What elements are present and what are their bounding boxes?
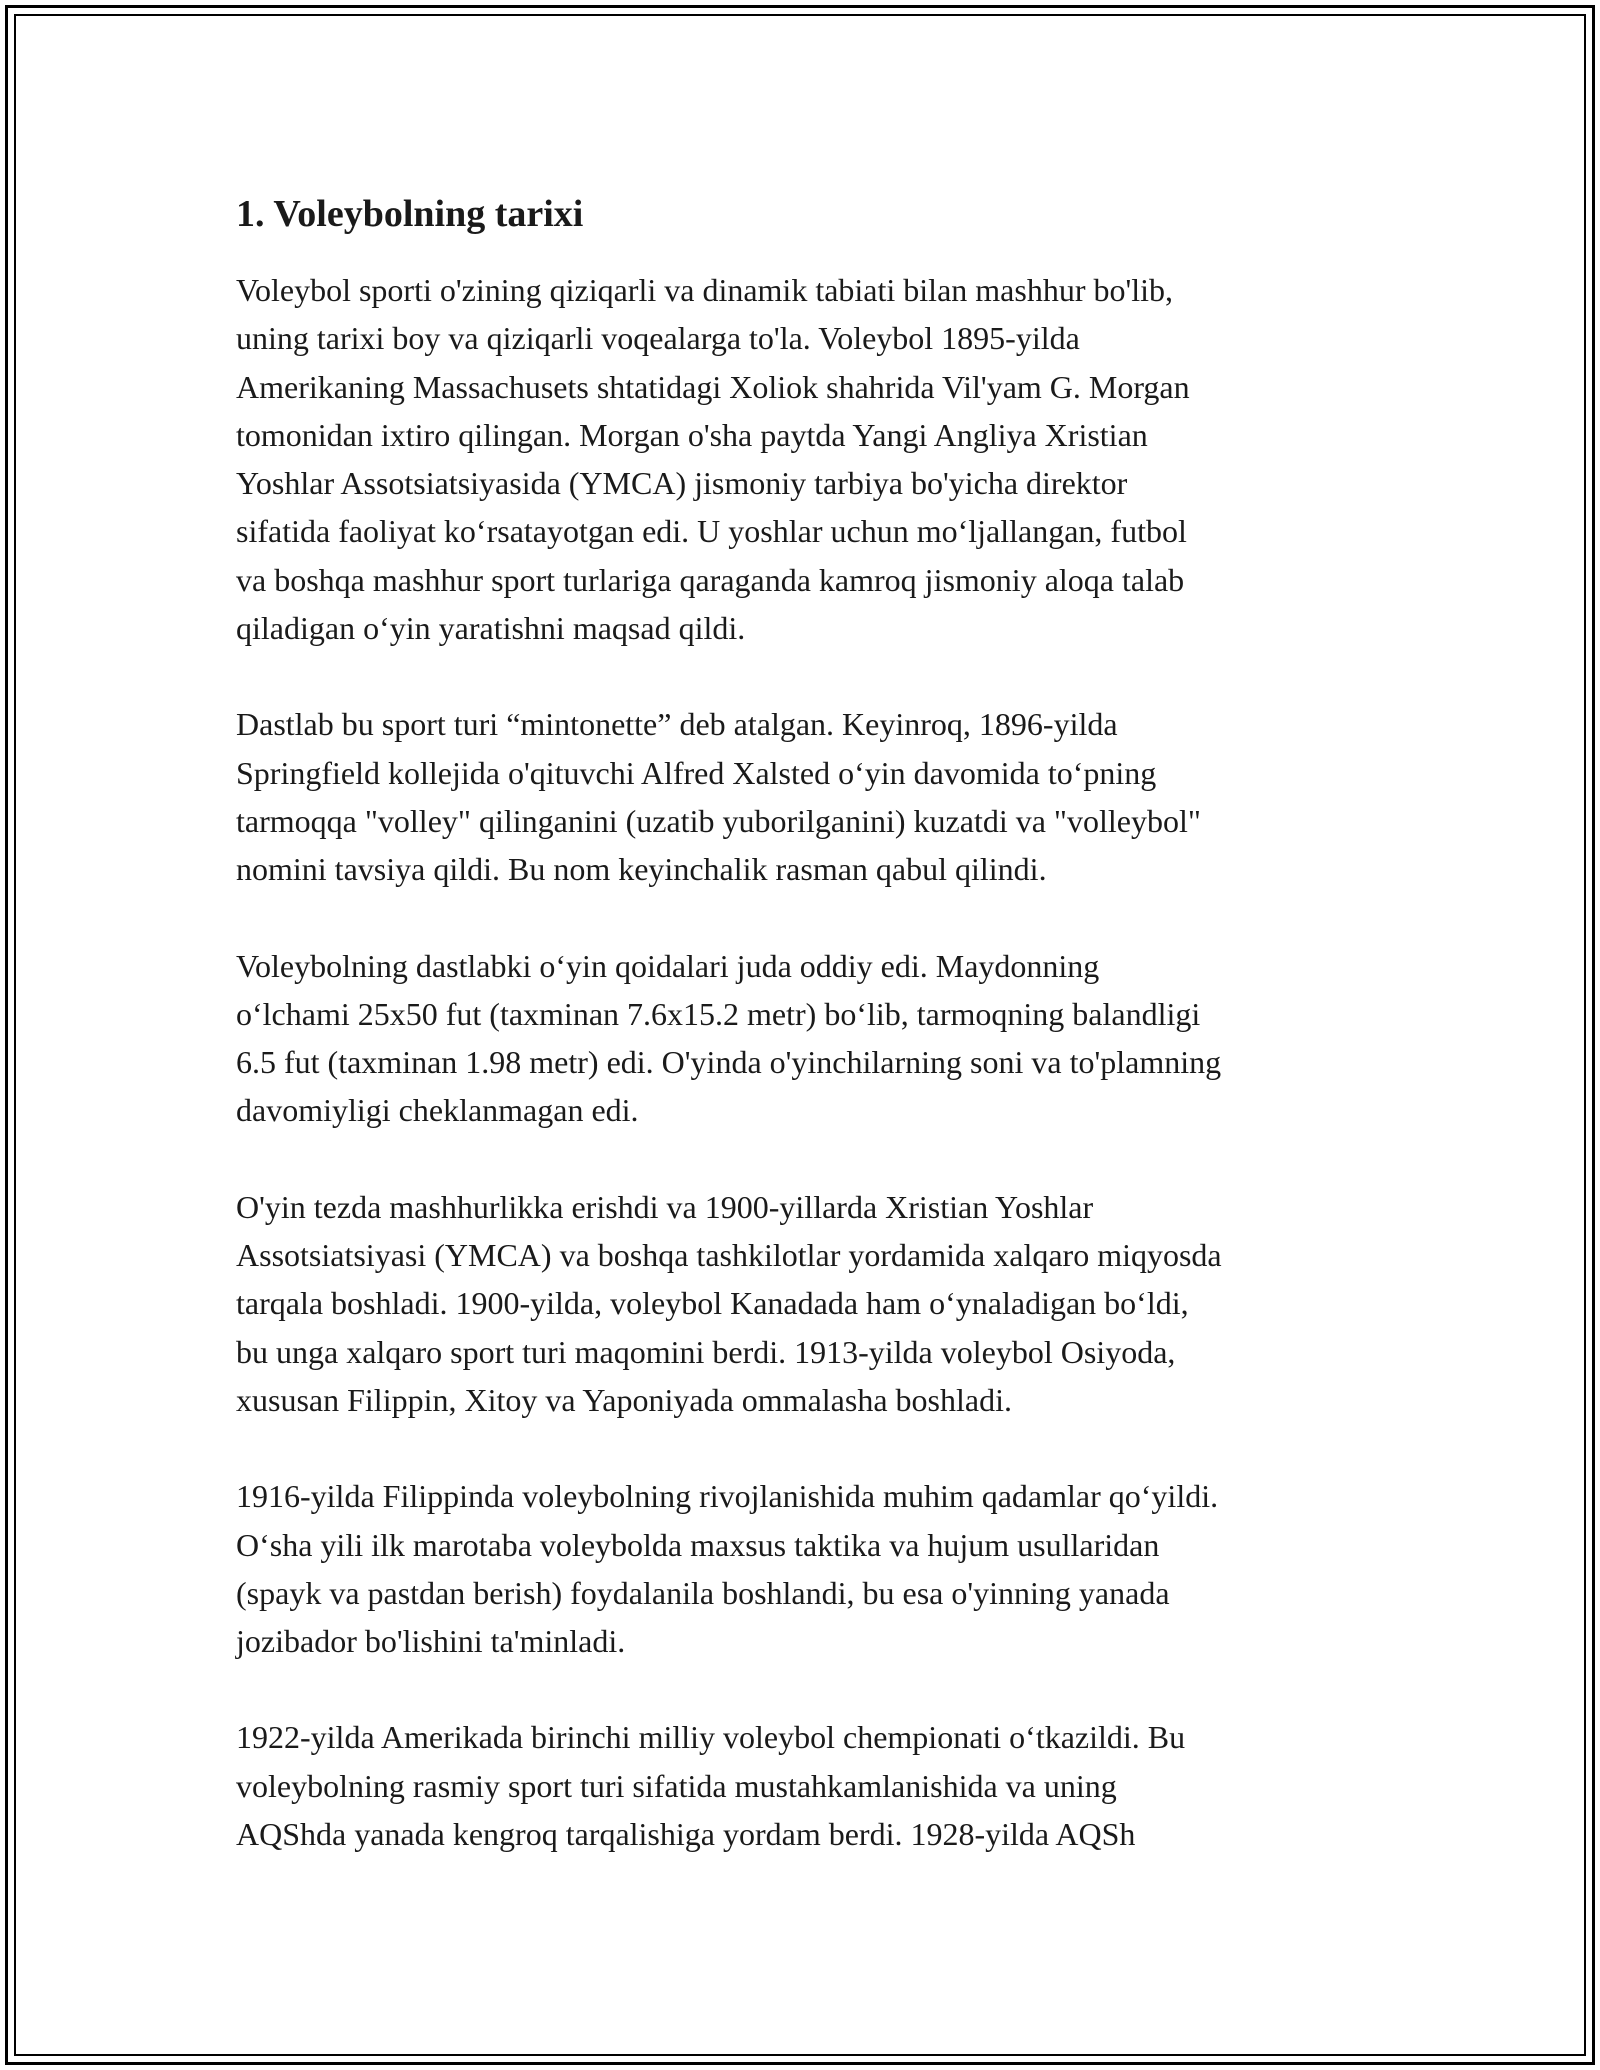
text-line: (spayk va pastdan berish) foydalanila boshlandi, bu esa o'yinning yanada (236, 1574, 1170, 1611)
text-line: va boshqa mashhur sport turlariga qaraganda kamroq jismoniy aloqa talab (236, 561, 1185, 598)
paragraph-championship (236, 1713, 1386, 1858)
text-line: tarqala boshladi. 1900-yilda, voleybol Kanadada ham o‘ynaladigan bo‘ldi, (236, 1285, 1189, 1322)
text-line: qiladigan o‘yin yaratishni maqsad qildi. (236, 610, 746, 647)
text-line: Amerikaning Massachusets shtatidagi Xoliok shahrida Vil'yam G. Morgan (236, 368, 1190, 405)
text-line: Voleybolning dastlabki o‘yin qoidalari juda oddiy edi. Maydonning (236, 947, 1100, 984)
text-line: Yoshlar Assotsiatsiyasida (YMCA) jismoniy tarbiya bo'yicha direktor (236, 465, 1128, 502)
text-line: 1922-yilda Amerikada birinchi milliy voleybol chempionati o‘tkazildi. Bu (236, 1719, 1186, 1756)
document-body (236, 188, 1386, 1906)
text-line: Voleybol sporti o'zining qiziqarli va dinamik tabiati bilan mashhur bo'lib, (236, 272, 1174, 308)
text-line: Assotsiatsiyasi (YMCA) va boshqa tashkilotlar yordamida xalqaro miqyosda (236, 1237, 1222, 1274)
text-line: xususan Filippin, Xitoy va Yaponiyada ommalasha boshladi. (236, 1381, 1012, 1418)
text-line: uning tarixi boy va qiziqarli voqealarga to'la. Voleybol 1895-yilda (236, 320, 1080, 357)
text-line: sifatida faoliyat ko‘rsatayotgan edi. U yoshlar uchun mo‘ljallangan, futbol (236, 513, 1187, 550)
paragraph-origin (236, 266, 1386, 652)
text-line: Springfield kollejida o'qituvchi Alfred Xalsted o‘yin davomida to‘pning (236, 754, 1157, 791)
text-line: AQShda yanada kengroq tarqalishiga yordam berdi. 1928-yilda AQSh (236, 1816, 1136, 1853)
text-line: O'yin tezda mashhurlikka erishdi va 1900-yillarda Xristian Yoshlar (236, 1188, 1094, 1225)
text-line: bu unga xalqaro sport turi maqomini berdi. 1913-yilda voleybol Osiyoda, (236, 1333, 1176, 1370)
text-line: 1916-yilda Filippinda voleybolning rivojlanishida muhim qadamlar qo‘yildi. (236, 1478, 1219, 1515)
paragraph-naming (236, 700, 1386, 893)
text-line: tarmoqqa "volley" qilinganini (uzatib yuborilganini) kuzatdi va "volleybol" (236, 802, 1201, 839)
text-line: o‘lchami 25x50 fut (taxminan 7.6x15.2 metr) bo‘lib, tarmoqning balandligi (236, 995, 1201, 1032)
text-line: 6.5 fut (taxminan 1.98 metr) edi. O'yinda o'yinchilarning soni va to'plamning (236, 1044, 1222, 1081)
text-line: davomiyligi cheklanmagan edi. (236, 1092, 639, 1129)
text-line: O‘sha yili ilk marotaba voleybolda maxsus taktika va hujum usullaridan (236, 1526, 1160, 1563)
paragraph-philippines (236, 1472, 1386, 1665)
text-line: jozibador bo'lishini ta'minladi. (236, 1623, 626, 1660)
text-line: tomonidan ixtiro qilingan. Morgan o'sha paytda Yangi Angliya Xristian (236, 416, 1148, 453)
section-heading: 1. Voleybolning tarixi (236, 193, 584, 235)
text-line: voleybolning rasmiy sport turi sifatida mustahkamlanishida va uning (236, 1767, 1117, 1804)
text-line: nomini tavsiya qildi. Bu nom keyinchalik rasman qabul qilindi. (236, 851, 1047, 888)
paragraph-early-rules (236, 942, 1386, 1135)
text-line: Dastlab bu sport turi “mintonette” deb atalgan. Keyinroq, 1896-yilda (236, 706, 1118, 743)
paragraph-international-spread (236, 1183, 1386, 1424)
